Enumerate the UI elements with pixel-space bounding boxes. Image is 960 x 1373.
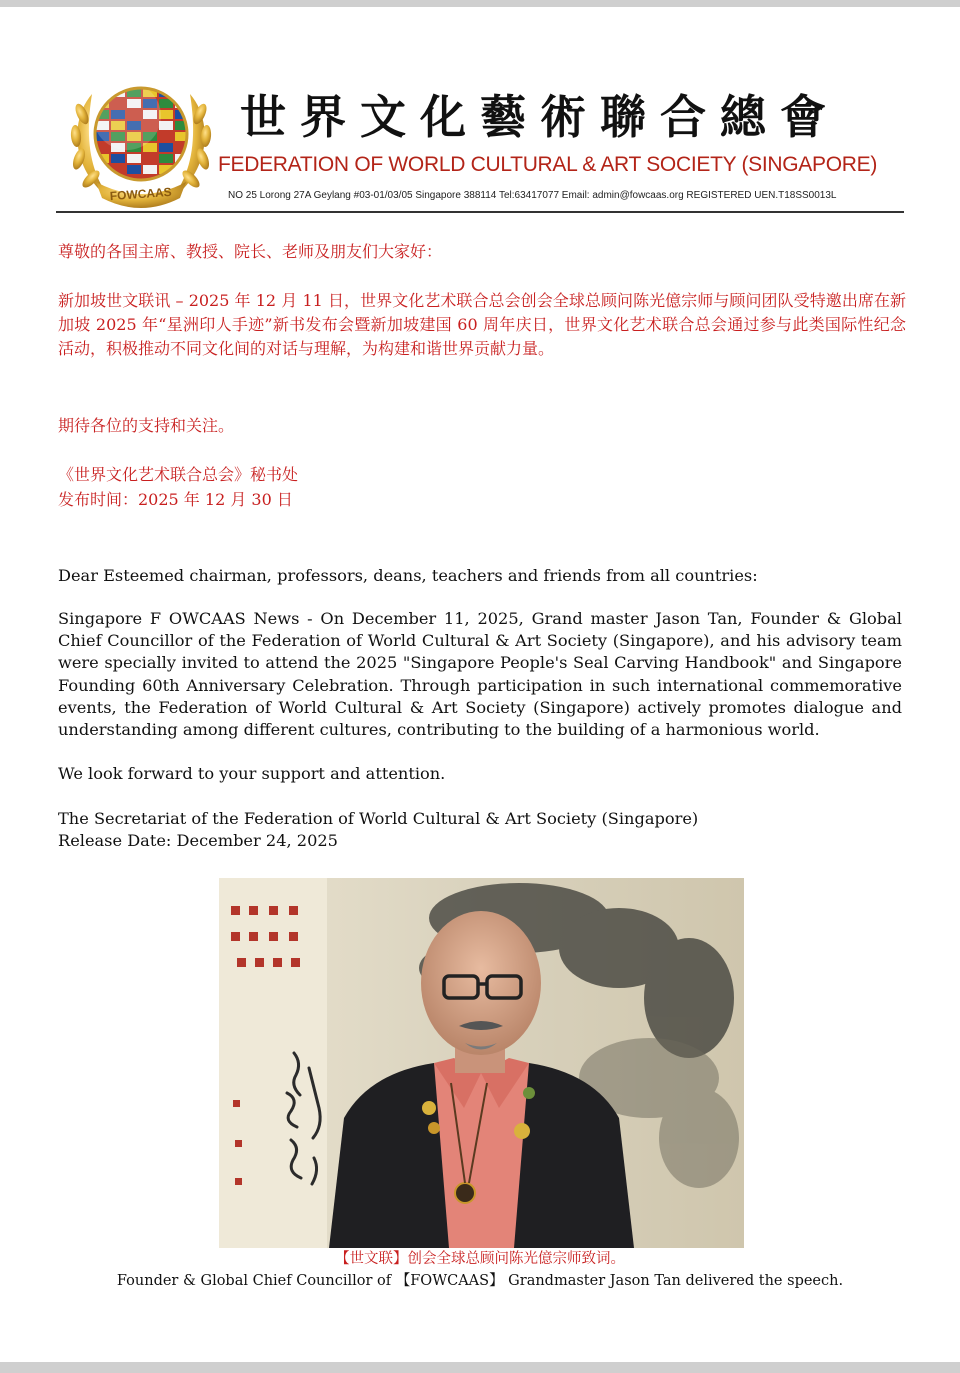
english-greeting: Dear Esteemed chairman, professors, deans, teachers and friends from all countries: bbox=[58, 566, 758, 585]
english-release-date: Release Date: December 24, 2025 bbox=[58, 831, 338, 850]
photo-caption-english: Founder & Global Chief Councillor of 【FOWCAAS】 Grandmaster Jason Tan delivered the speech. bbox=[116, 1273, 844, 1289]
page-top-edge bbox=[0, 0, 960, 7]
page-bottom-edge bbox=[0, 1362, 960, 1373]
photo-caption-chinese: 【世文联】创会全球总顾问陈光億宗师致词。 bbox=[335, 1251, 625, 1267]
chinese-release-date: 发布时间：2025 年 12 月 30 日 bbox=[58, 490, 293, 509]
chinese-greeting: 尊敬的各国主席、教授、院长、老师及朋友们大家好： bbox=[58, 242, 443, 261]
chinese-body: 新加坡世文联讯 – 2025 年 12 月 11 日，世界文化艺术联合总会创会全球总顾问陈光億宗师与顾问团队受特邀出席在新加坡 2025 年“星洲印人手迹”新书发布会暨新加坡建国 60 周年庆日，世界文化艺术联合总会通过参与此类国际性纪念活动，积极推动不同文化间的对话与理解，为构建和谐世界贡献力量。 bbox=[58, 291, 906, 358]
english-body: Singapore F OWCAAS News - On December 11, 2025, Grand master Jason Tan, Founder & Global Chief Councillor of the Federation of World Cultural & Art Society (Singapore), and his advisory team were specially invited to attend the 2025 "Singapore People's Seal Carving Handbook" and Singapore Founding 60th Anniversary Celebration. Through participation in such international commemorative events, the Federation of World Cultural & Art Society (Singapore) actively promotes dialogue and understanding among different cultures, contributing to the building of a harmonious world. bbox=[58, 609, 902, 740]
logo-ribbon-text: FOWCAAS bbox=[109, 184, 173, 204]
org-address-line: NO 25 Lorong 27A Geylang #03-01/03/05 Singapore 388114 Tel:63417077 Email: admin@fowcaas.org REGISTERED UEN.T18SS0013L bbox=[228, 190, 837, 201]
org-name-english: FEDERATION OF WORLD CULTURAL & ART SOCIETY (SINGAPORE) bbox=[218, 153, 878, 176]
org-name-chinese: 世界文化藝術聯合總會 bbox=[240, 90, 840, 144]
header-divider bbox=[56, 211, 904, 213]
chinese-closing: 期待各位的支持和关注。 bbox=[58, 416, 235, 435]
english-closing: We look forward to your support and attention. bbox=[58, 764, 446, 783]
chinese-secretariat: 《世界文化艺术联合总会》秘书处 bbox=[58, 465, 299, 484]
speaker-photo bbox=[219, 878, 744, 1248]
portrait-illustration bbox=[219, 878, 744, 1248]
english-secretariat: The Secretariat of the Federation of World Cultural & Art Society (Singapore) bbox=[58, 809, 699, 828]
fowcaas-logo bbox=[62, 74, 220, 214]
globe-laurel-emblem bbox=[62, 74, 220, 214]
